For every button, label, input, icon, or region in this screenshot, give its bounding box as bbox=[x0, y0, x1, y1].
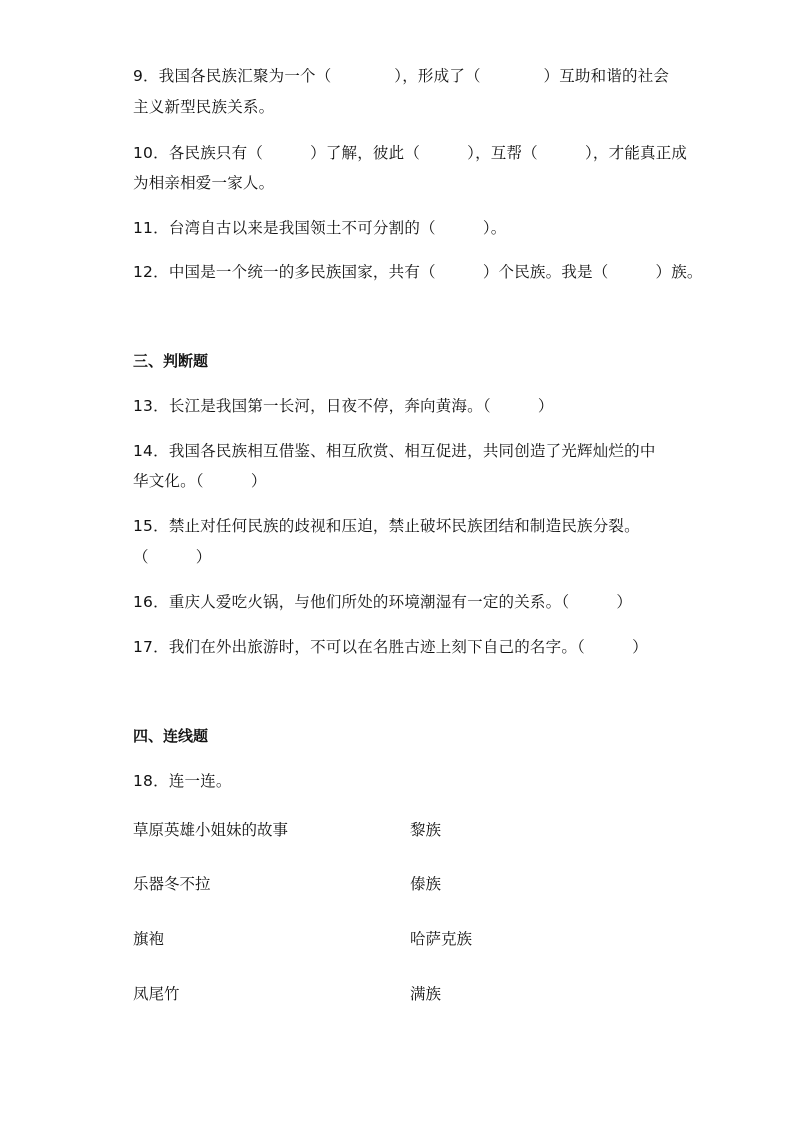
match-right-item-2: 傣族 bbox=[410, 875, 442, 893]
question-14-line-1: 14．我国各民族相互借鉴、相互欣赏、相互促进，共同创造了光辉灿烂的中 bbox=[133, 442, 656, 460]
question-14-line-2: 华文化。（ ） bbox=[133, 472, 267, 490]
question-11: 11．台湾自古以来是我国领土不可分割的（ ）。 bbox=[133, 219, 507, 237]
question-18: 18．连一连。 bbox=[133, 772, 232, 790]
match-left-item-3: 旗袍 bbox=[133, 930, 165, 948]
match-right-item-3: 哈萨克族 bbox=[410, 930, 473, 948]
question-15-line-1: 15．禁止对任何民族的歧视和压迫，禁止破坏民族团结和制造民族分裂。 bbox=[133, 517, 640, 535]
question-13: 13．长江是我国第一长河，日夜不停，奔向黄海。（ ） bbox=[133, 397, 554, 415]
question-12: 12．中国是一个统一的多民族国家，共有（ ）个民族。我是（ ）族。 bbox=[133, 263, 703, 281]
match-left-item-4: 凤尾竹 bbox=[133, 985, 180, 1003]
question-10-line-2: 为相亲相爱一家人。 bbox=[133, 174, 275, 192]
question-9-line-2: 主义新型民族关系。 bbox=[133, 98, 275, 116]
question-17: 17．我们在外出旅游时，不可以在名胜古迹上刻下自己的名字。（ ） bbox=[133, 638, 648, 656]
question-16: 16．重庆人爱吃火锅，与他们所处的环境潮湿有一定的关系。（ ） bbox=[133, 593, 633, 611]
match-left-item-1: 草原英雄小姐妹的故事 bbox=[133, 821, 289, 839]
match-right-item-1: 黎族 bbox=[410, 821, 442, 839]
section-heading-judgement: 三、判断题 bbox=[133, 352, 209, 370]
question-10-line-1: 10．各民族只有（ ）了解，彼此（ ），互帮（ ），才能真正成 bbox=[133, 144, 688, 162]
section-heading-matching: 四、连线题 bbox=[133, 727, 209, 745]
match-right-item-4: 满族 bbox=[410, 985, 442, 1003]
match-left-item-2: 乐器冬不拉 bbox=[133, 875, 211, 893]
question-9-line-1: 9．我国各民族汇聚为一个（ ），形成了（ ）互助和谐的社会 bbox=[133, 67, 670, 85]
question-15-line-2: （ ） bbox=[133, 548, 212, 566]
